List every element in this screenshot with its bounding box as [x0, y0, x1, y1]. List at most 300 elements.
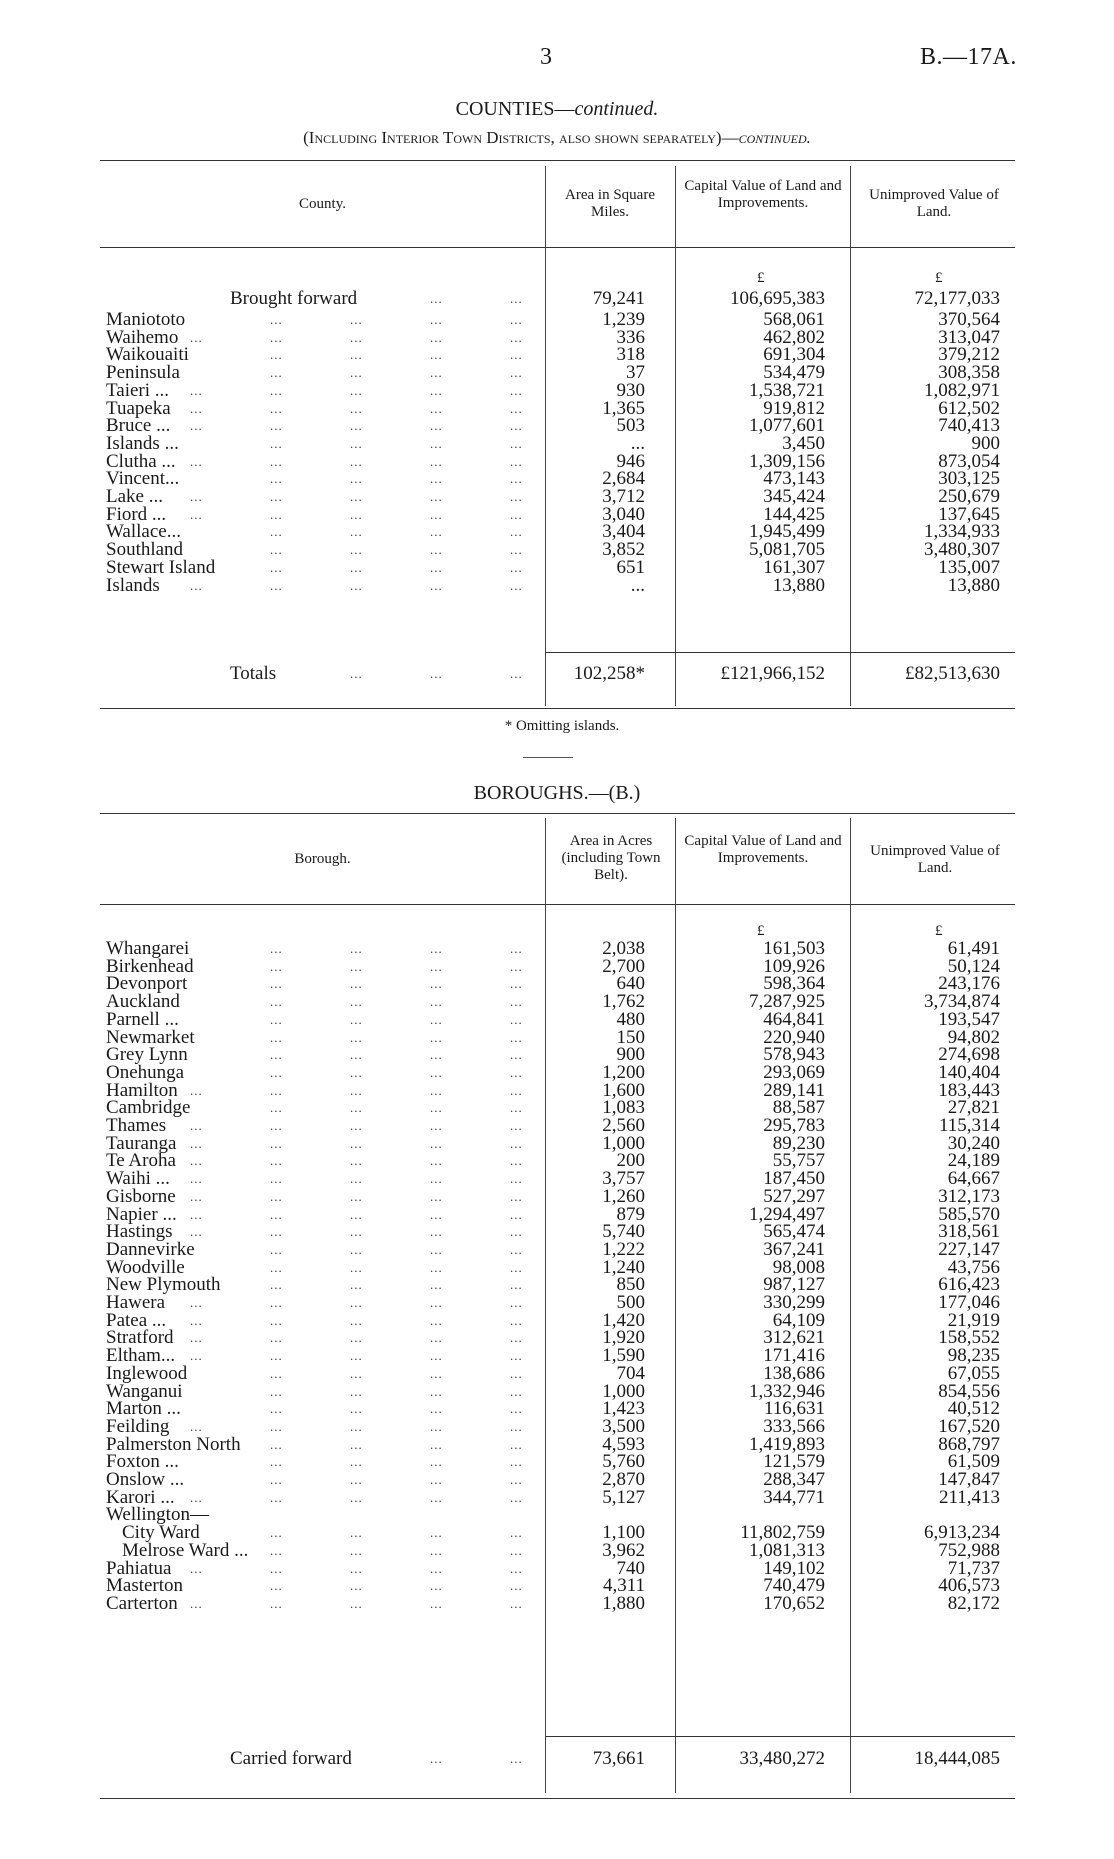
area-cell: 879: [616, 1203, 645, 1225]
leader-dots: ... ... ... ...: [270, 1472, 523, 1487]
area-cell: 1,200: [602, 1061, 645, 1083]
area-cell: 3,962: [602, 1539, 645, 1561]
leader-dots: ... ... ... ... ...: [190, 329, 523, 345]
carried-forward-rule: [545, 1736, 1015, 1737]
capital-value-cell: 161,307: [763, 556, 825, 578]
capital-value-cell: 149,102: [763, 1557, 825, 1579]
area-cell: 1,222: [602, 1238, 645, 1260]
leader-dots: ... ... ... ... ...: [190, 1153, 523, 1169]
capital-value-cell: 293,069: [763, 1061, 825, 1083]
row-label: Stratford: [106, 1327, 174, 1349]
row-label: Marton ...: [106, 1398, 181, 1420]
capital-value-cell: 987,127: [763, 1274, 825, 1296]
total-area-cell: 102,258*: [573, 663, 645, 684]
area-cell: 500: [616, 1292, 645, 1313]
row-label: Auckland: [106, 991, 180, 1013]
leader-dots: ... ... ... ... ...: [190, 1560, 523, 1576]
leader-dots: ... ... ... ...: [270, 1047, 523, 1063]
table-top-rule: [100, 160, 1015, 161]
capital-value-cell: 5,081,705: [749, 539, 825, 561]
totals-row: [100, 663, 1015, 684]
row-label: Totals: [230, 663, 277, 684]
area-cell: 1,000: [602, 1380, 645, 1402]
boroughs-table: [100, 813, 1015, 1803]
unimproved-value-cell: 3,480,307: [924, 539, 1000, 561]
row-label: Grey Lynn: [106, 1044, 188, 1066]
area-cell: 79,241: [592, 288, 645, 309]
capital-value-cell: 288,347: [763, 1469, 825, 1490]
unimproved-value-cell: 50,124: [947, 955, 1000, 977]
area-cell: 336: [616, 326, 645, 348]
area-cell: 1,240: [602, 1256, 645, 1278]
unimproved-value-cell: 71,737: [947, 1557, 1000, 1579]
area-cell: 2,700: [602, 955, 645, 977]
row-label: Fiord ...: [106, 503, 167, 525]
unimproved-value-cell: 1,334,933: [924, 521, 1000, 543]
leader-dots: ... ... ... ...: [270, 1383, 523, 1399]
capital-value-cell: 1,294,497: [749, 1203, 825, 1225]
area-cell: 1,365: [602, 397, 645, 419]
row-label: Onehunga: [106, 1061, 185, 1083]
area-cell: 5,127: [602, 1486, 645, 1508]
area-cell: 1,590: [602, 1345, 645, 1367]
capital-value-cell: 330,299: [763, 1292, 825, 1313]
leader-dots: ... ... ... ...: [270, 1277, 523, 1293]
unimproved-value-cell: 303,125: [938, 468, 1000, 490]
capital-value-cell: 161,503: [763, 938, 825, 959]
leader-dots: ... ... ... ...: [270, 1401, 523, 1417]
capital-value-cell: 33,480,272: [739, 1748, 825, 1769]
pound-unit-label: £: [757, 270, 765, 286]
unimproved-value-cell: 61,509: [947, 1451, 1000, 1473]
leader-dots: ... ... ... ... ...: [190, 506, 523, 522]
leader-dots: ... ... ... ... ...: [190, 1489, 523, 1505]
column-header-capital-value: Capital Value of Land and Improvements.: [684, 833, 842, 866]
row-label: Peninsula: [106, 362, 180, 384]
unimproved-value-cell: 250,679: [938, 486, 1000, 507]
row-label: Dannevirke: [106, 1238, 195, 1260]
unimproved-value-cell: 312,173: [938, 1185, 1000, 1207]
row-label: Hastings: [106, 1221, 173, 1243]
capital-value-cell: 345,424: [763, 486, 825, 507]
area-cell: 850: [616, 1274, 645, 1296]
header-bottom-rule: [100, 904, 1015, 905]
carried-forward-row: [100, 1748, 1015, 1769]
unimproved-value-cell: 82,172: [947, 1592, 1000, 1614]
row-label: Wallace...: [106, 521, 181, 543]
capital-value-cell: 1,538,721: [749, 379, 825, 401]
area-cell: 4,311: [602, 1575, 645, 1597]
unimproved-value-cell: 135,007: [938, 556, 1000, 578]
capital-value-cell: 144,425: [763, 503, 825, 525]
unimproved-value-cell: 370,564: [938, 309, 1000, 330]
unimproved-value-cell: 900: [971, 432, 1000, 454]
leader-dots: ... ... ... ...: [270, 1542, 523, 1558]
row-label: Birkenhead: [106, 955, 194, 977]
row-label: Lake ...: [106, 486, 163, 507]
capital-value-cell: 344,771: [763, 1486, 825, 1508]
unimproved-value-cell: 27,821: [947, 1097, 1000, 1119]
leader-dots: ... ... ... ...: [270, 1241, 523, 1257]
document-reference: B.—17A.: [920, 44, 1017, 70]
page-number: 3: [540, 44, 552, 70]
area-cell: 150: [616, 1026, 645, 1048]
leader-dots: ... ... ... ... ...: [190, 1206, 523, 1222]
area-cell: 2,684: [602, 468, 645, 490]
row-label: Pahiatua: [106, 1557, 172, 1579]
unimproved-value-cell: 868,797: [938, 1433, 1000, 1455]
row-label: Islands ...: [106, 432, 179, 454]
pound-unit-label: £: [935, 923, 943, 939]
row-label: Maniototo: [106, 309, 186, 330]
unimproved-value-cell: 24,189: [947, 1150, 1000, 1172]
leader-dots: ... ... ... ... ...: [190, 418, 523, 434]
counties-subtitle: [0, 128, 1114, 148]
capital-value-cell: 98,008: [772, 1256, 825, 1278]
capital-value-cell: 106,695,383: [730, 288, 825, 309]
area-cell: 740: [616, 1557, 645, 1579]
capital-value-cell: 740,479: [763, 1575, 825, 1597]
capital-value-cell: 1,332,946: [749, 1380, 825, 1402]
unimproved-value-cell: 13,880: [947, 574, 1000, 596]
leader-dots: ... ... ... ... ...: [190, 1330, 523, 1346]
area-cell: 73,661: [592, 1748, 645, 1769]
unimproved-value-cell: 243,176: [938, 973, 1000, 995]
totals-rule: [545, 652, 1015, 653]
area-cell: 1,420: [602, 1309, 645, 1331]
unimproved-value-cell: 612,502: [938, 397, 1000, 419]
area-cell: ...: [630, 432, 645, 454]
leader-dots: ... ... ... ...: [270, 1064, 523, 1080]
area-cell: 318: [616, 344, 645, 366]
row-label: Karori ...: [106, 1486, 175, 1508]
unimproved-value-cell: 158,552: [938, 1327, 1000, 1349]
row-label: Whangarei: [106, 938, 190, 959]
unimproved-value-cell: 308,358: [938, 362, 1000, 384]
leader-dots: ... ... ... ...: [270, 941, 523, 956]
row-label: Onslow ...: [106, 1469, 185, 1490]
leader-dots: ... ... ... ... ...: [190, 1188, 523, 1204]
row-label: Bruce ...: [106, 415, 171, 437]
unimproved-value-cell: 18,444,085: [914, 1748, 1000, 1769]
leader-dots: ... ... ... ...: [270, 471, 523, 487]
capital-value-cell: 187,450: [763, 1168, 825, 1190]
row-label: Carterton: [106, 1592, 178, 1614]
counties-title-italic: continued.: [574, 98, 659, 120]
leader-dots: ... ... ... ...: [270, 542, 523, 558]
row-label: Tauranga: [106, 1132, 177, 1154]
capital-value-cell: 1,419,893: [749, 1433, 825, 1455]
area-cell: 503: [616, 415, 645, 437]
leader-dots: ... ... ... ...: [270, 1365, 523, 1381]
row-label: Brought forward: [230, 288, 358, 309]
unimproved-value-cell: 98,235: [947, 1345, 1000, 1367]
total-unimproved-value-cell: £82,513,630: [905, 663, 1000, 684]
capital-value-cell: 171,416: [763, 1345, 825, 1367]
capital-value-cell: 89,230: [772, 1132, 825, 1154]
area-cell: 900: [616, 1044, 645, 1066]
table-row: [100, 1593, 1015, 1614]
row-label: Parnell ...: [106, 1008, 179, 1030]
column-header-area: Area in Square Miles.: [565, 187, 655, 220]
unimproved-value-cell: 6,913,234: [924, 1522, 1000, 1544]
area-cell: ...: [630, 574, 645, 596]
total-capital-value-cell: £121,966,152: [720, 663, 825, 684]
unimproved-value-cell: 40,512: [947, 1398, 1000, 1420]
area-cell: 651: [616, 556, 645, 578]
column-header-unimproved-value: Unimproved Value of Land.: [869, 187, 999, 220]
row-label: Patea ...: [106, 1309, 167, 1331]
capital-value-cell: 598,364: [763, 973, 825, 995]
unimproved-value-cell: 740,413: [938, 415, 1000, 437]
capital-value-cell: 462,802: [763, 326, 825, 348]
area-cell: 1,600: [602, 1079, 645, 1101]
unimproved-value-cell: 183,443: [938, 1079, 1000, 1101]
pound-unit-label: £: [757, 923, 765, 939]
capital-value-cell: 333,566: [763, 1415, 825, 1437]
capital-value-cell: 295,783: [763, 1115, 825, 1136]
capital-value-cell: 1,309,156: [749, 450, 825, 472]
area-cell: 2,560: [602, 1115, 645, 1136]
area-cell: 3,404: [602, 521, 645, 543]
unimproved-value-cell: 21,919: [947, 1309, 1000, 1331]
unimproved-value-cell: 177,046: [938, 1292, 1000, 1313]
row-label: Waikouaiti: [106, 344, 189, 366]
area-cell: 2,870: [602, 1469, 645, 1490]
unimproved-value-cell: 137,645: [938, 503, 1000, 525]
row-label: Cambridge: [106, 1097, 191, 1119]
row-label: Wellington—: [106, 1504, 209, 1526]
area-cell: 4,593: [602, 1433, 645, 1455]
capital-value-cell: 473,143: [763, 468, 825, 490]
row-label: Hamilton: [106, 1079, 178, 1101]
header-bottom-rule: [100, 247, 1015, 248]
row-label: Newmarket: [106, 1026, 195, 1048]
leader-dots: ... ... ... ...: [270, 976, 523, 992]
row-label: Palmerston North: [106, 1433, 241, 1455]
counties-table: [100, 160, 1015, 715]
unimproved-value-cell: 43,756: [947, 1256, 1000, 1278]
area-cell: 1,083: [602, 1097, 645, 1119]
unimproved-value-cell: 585,570: [938, 1203, 1000, 1225]
unimproved-value-cell: 94,802: [947, 1026, 1000, 1048]
leader-dots: ... ... ... ... ...: [190, 382, 523, 398]
table-bottom-rule: [100, 708, 1015, 709]
unimproved-value-cell: 61,491: [947, 938, 1000, 959]
brought-forward-row: [100, 288, 1015, 309]
capital-value-cell: 1,077,601: [749, 415, 825, 437]
leader-dots: ... ... ... ... ...: [190, 1418, 523, 1434]
row-label: Stewart Island: [106, 556, 216, 578]
area-cell: 5,760: [602, 1451, 645, 1473]
unimproved-value-cell: 140,404: [938, 1061, 1000, 1083]
leader-dots: ... ... ... ... ...: [190, 1595, 523, 1611]
unimproved-value-cell: 64,667: [947, 1168, 1000, 1190]
capital-value-cell: 527,297: [763, 1185, 825, 1207]
leader-dots: ... ... ... ...: [270, 1011, 523, 1027]
leader-dots: ... ... ... ...: [270, 994, 523, 1010]
leader-dots: ... ... ... ... ...: [190, 1312, 523, 1328]
counties-title-text: COUNTIES—: [455, 98, 575, 120]
leader-dots: ... ... ... ... ...: [190, 489, 523, 504]
unimproved-value-cell: 3,734,874: [924, 991, 1000, 1013]
row-label: Waihi ...: [106, 1168, 170, 1190]
column-header-county: County.: [299, 196, 346, 212]
leader-dots: ... ... ...: [350, 666, 523, 681]
row-label: Devonport: [106, 973, 188, 995]
row-label: Vincent...: [106, 468, 180, 490]
column-header-area: Area in Acres (including Town Belt).: [561, 833, 661, 883]
unimproved-value-cell: 115,314: [938, 1115, 1000, 1136]
unimproved-value-cell: 167,520: [938, 1415, 1000, 1437]
leader-dots: ... ... ... ...: [270, 559, 523, 575]
pound-unit-label: £: [935, 270, 943, 286]
capital-value-cell: 565,474: [763, 1221, 825, 1243]
row-label: Eltham...: [106, 1345, 176, 1367]
capital-value-cell: 534,479: [763, 362, 825, 384]
leader-dots: ... ... ... ...: [270, 1259, 523, 1275]
capital-value-cell: 13,880: [772, 574, 825, 596]
row-label: Masterton: [106, 1575, 184, 1597]
area-cell: 1,100: [602, 1522, 645, 1544]
area-cell: 1,239: [602, 309, 645, 330]
column-header-unimproved-value: Unimproved Value of Land.: [870, 843, 1000, 876]
area-cell: 5,740: [602, 1221, 645, 1243]
leader-dots: ... ... ... ... ...: [190, 453, 523, 469]
unimproved-value-cell: 379,212: [938, 344, 1000, 366]
counties-subtitle-text: (Including Interior Town Districts, also shown separately)—: [303, 128, 739, 147]
row-label: Islands: [106, 574, 160, 596]
leader-dots: ... ... ... ...: [270, 347, 523, 363]
area-cell: 946: [616, 450, 645, 472]
row-label: Waihemo: [106, 326, 179, 348]
row-label: Carried forward: [230, 1748, 352, 1769]
capital-value-cell: 55,757: [772, 1150, 825, 1172]
area-cell: 1,920: [602, 1327, 645, 1349]
area-cell: 480: [616, 1008, 645, 1030]
leader-dots: ... ... ... ...: [270, 435, 523, 451]
row-label: Wanganui: [106, 1380, 183, 1402]
capital-value-cell: 568,061: [763, 309, 825, 330]
area-cell: 1,000: [602, 1132, 645, 1154]
capital-value-cell: 367,241: [763, 1238, 825, 1260]
row-label: Gisborne: [106, 1185, 176, 1207]
unimproved-value-cell: 193,547: [938, 1008, 1000, 1030]
unimproved-value-cell: 854,556: [938, 1380, 1000, 1402]
unimproved-value-cell: 211,413: [938, 1486, 1000, 1508]
area-cell: 930: [616, 379, 645, 401]
capital-value-cell: 109,926: [763, 955, 825, 977]
capital-value-cell: 919,812: [763, 397, 825, 419]
capital-value-cell: 121,579: [763, 1451, 825, 1473]
area-cell: 3,852: [602, 539, 645, 561]
leader-dots: ... ... ... ...: [270, 1578, 523, 1594]
leader-dots: ... ... ... ...: [270, 312, 523, 327]
row-label: Thames: [106, 1115, 167, 1136]
capital-value-cell: 691,304: [763, 344, 825, 366]
row-label: Woodville: [106, 1256, 185, 1278]
unimproved-value-cell: 30,240: [947, 1132, 1000, 1154]
row-label: Napier ...: [106, 1203, 177, 1225]
area-cell: 704: [616, 1362, 645, 1384]
boroughs-title: BOROUGHS.—(B.): [473, 782, 641, 804]
area-cell: 1,880: [602, 1592, 645, 1614]
row-label: Te Aroha: [106, 1150, 176, 1172]
leader-dots: ... ... ... ...: [270, 1454, 523, 1470]
capital-value-cell: 138,686: [763, 1362, 825, 1384]
capital-value-cell: 220,940: [763, 1026, 825, 1048]
unimproved-value-cell: 67,055: [947, 1362, 1000, 1384]
row-label: Melrose Ward ...: [122, 1539, 249, 1561]
capital-value-cell: 312,621: [763, 1327, 825, 1349]
row-label: Feilding: [106, 1415, 170, 1437]
area-cell: 200: [616, 1150, 645, 1172]
leader-dots: ... ... ... ... ...: [190, 1118, 523, 1133]
table-row: [100, 575, 1015, 596]
leader-dots: ... ... ... ...: [270, 958, 523, 974]
capital-value-cell: 3,450: [782, 432, 825, 454]
capital-value-cell: 88,587: [772, 1097, 825, 1119]
area-cell: 37: [626, 362, 645, 384]
row-label: Inglewood: [106, 1362, 188, 1384]
capital-value-cell: 578,943: [763, 1044, 825, 1066]
leader-dots: ... ... ... ... ...: [190, 1348, 523, 1364]
row-label: Tuapeka: [106, 397, 171, 419]
row-label: City Ward: [122, 1522, 200, 1544]
counties-subtitle-italic: continued.: [738, 128, 811, 147]
leader-dots: ... ... ... ...: [270, 524, 523, 540]
capital-value-cell: 464,841: [763, 1008, 825, 1030]
area-cell: 3,757: [602, 1168, 645, 1190]
leader-dots: ... ... ... ... ...: [190, 1224, 523, 1240]
row-label: Clutha ...: [106, 450, 176, 472]
leader-dots: ... ... ... ...: [270, 1029, 523, 1045]
capital-value-cell: 289,141: [763, 1079, 825, 1101]
capital-value-cell: 170,652: [763, 1592, 825, 1614]
leader-dots: ... ... ... ... ...: [190, 1082, 523, 1098]
area-cell: 640: [616, 973, 645, 995]
leader-dots: ... ... ... ... ...: [190, 400, 523, 416]
leader-dots: ... ... ... ...: [270, 1100, 523, 1116]
unimproved-value-cell: 318,561: [938, 1221, 1000, 1243]
area-cell: 2,038: [602, 938, 645, 959]
unimproved-value-cell: 1,082,971: [924, 379, 1000, 401]
column-header-capital-value: Capital Value of Land and Improvements.: [684, 178, 842, 211]
capital-value-cell: 7,287,925: [749, 991, 825, 1013]
footnote: * Omitting islands.: [504, 718, 620, 734]
unimproved-value-cell: 406,573: [938, 1575, 1000, 1597]
area-cell: 1,260: [602, 1185, 645, 1207]
unimproved-value-cell: 274,698: [938, 1044, 1000, 1066]
row-label: Taieri ...: [106, 379, 170, 401]
area-cell: 1,762: [602, 991, 645, 1013]
area-cell: 1,423: [602, 1398, 645, 1420]
unimproved-value-cell: 227,147: [938, 1238, 1000, 1260]
unimproved-value-cell: 72,177,033: [914, 288, 1000, 309]
column-header-borough: Borough.: [294, 851, 351, 867]
leader-dots: ... ... ... ... ...: [190, 1171, 523, 1187]
unimproved-value-cell: 147,847: [938, 1469, 1000, 1490]
row-label: Southland: [106, 539, 184, 561]
capital-value-cell: 1,081,313: [749, 1539, 825, 1561]
leader-dots: ... ... ... ...: [270, 1525, 523, 1541]
capital-value-cell: 11,802,759: [740, 1522, 825, 1544]
leader-dots: ... ... ... ...: [270, 1436, 523, 1452]
leader-dots: ... ... ... ... ...: [190, 1295, 523, 1310]
table-top-rule: [100, 813, 1015, 814]
unimproved-value-cell: 873,054: [938, 450, 1000, 472]
unimproved-value-cell: 616,423: [938, 1274, 1000, 1296]
